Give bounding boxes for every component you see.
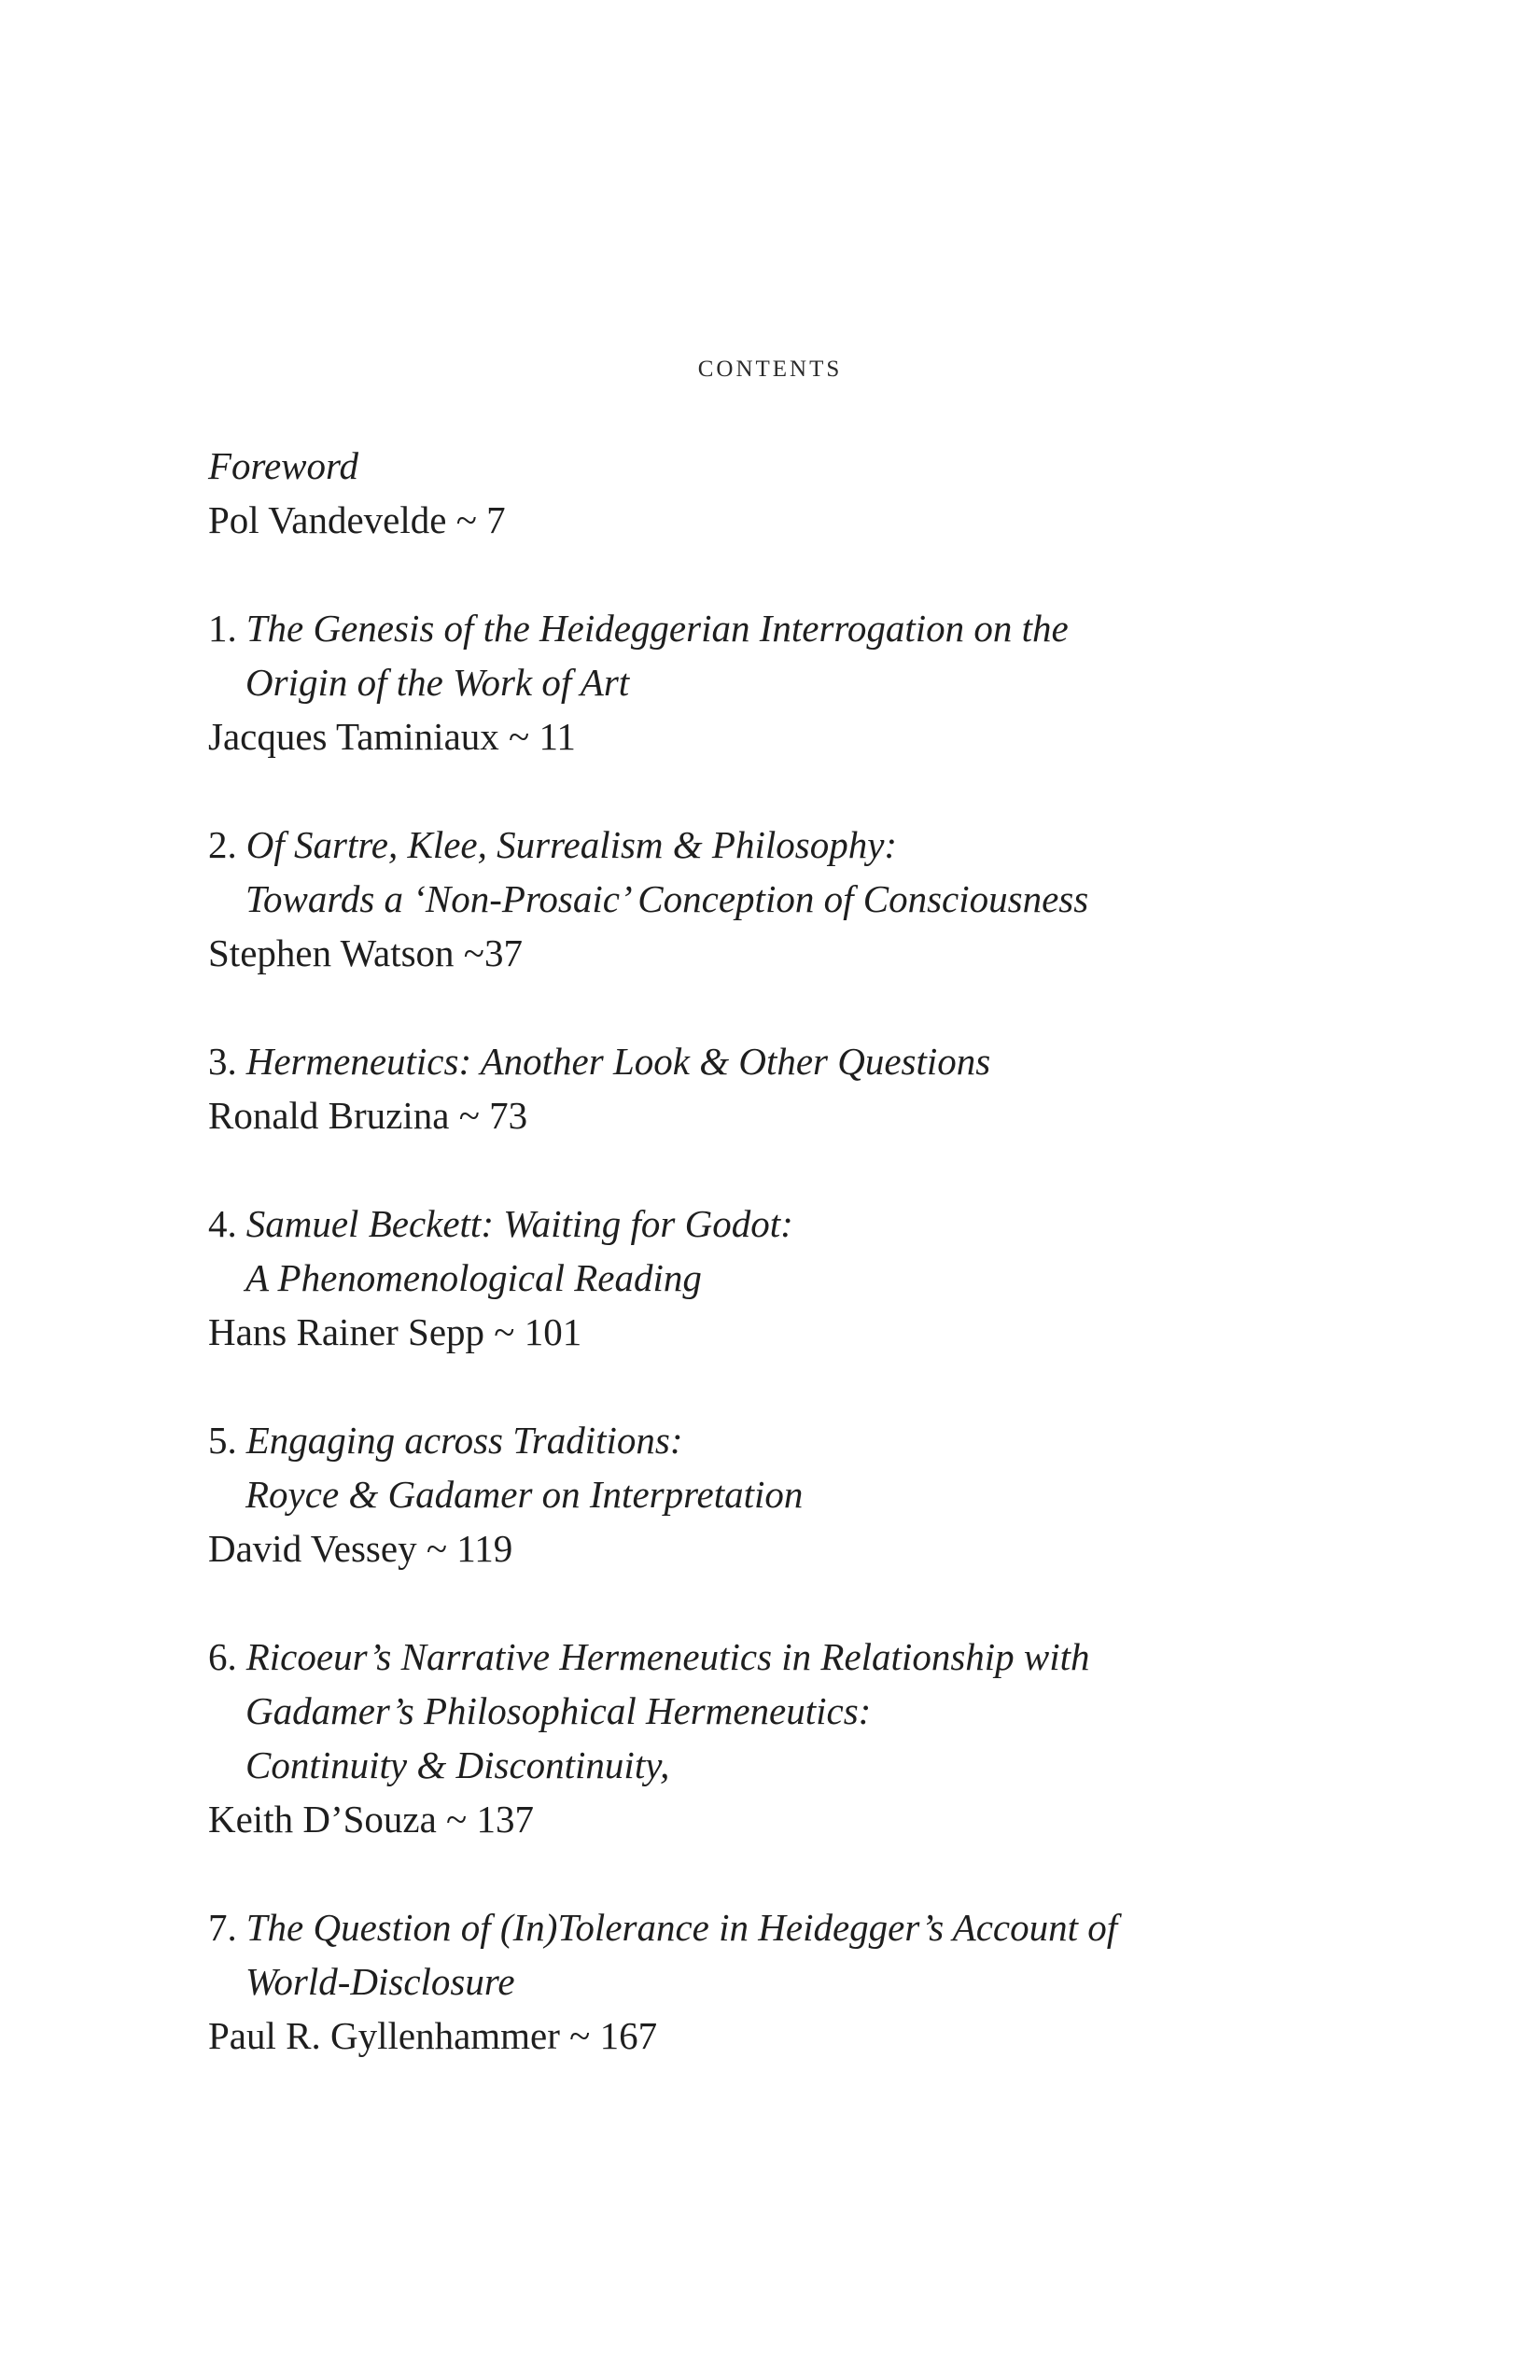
chapter-title-text: Samuel Beckett: Waiting for Godot:	[245, 1202, 793, 1245]
chapter-title-line	[208, 655, 1328, 709]
chapter-title-text: Ricoeur’s Narrative Hermeneutics in Relationship with	[245, 1635, 1090, 1678]
chapter-title-text: A Phenomenological Reading	[245, 1256, 702, 1299]
chapter-list	[208, 601, 1328, 2063]
chapter-title-text: Engaging across Traditions:	[245, 1419, 683, 1462]
chapter-number: 4.	[208, 1202, 237, 1245]
chapter-title-text: Of Sartre, Klee, Surrealism & Philosophy:	[245, 823, 898, 866]
chapter-title-text: Royce & Gadamer on Interpretation	[245, 1473, 804, 1516]
foreword-title: Foreword	[208, 444, 358, 487]
chapter-number: 2.	[208, 823, 237, 866]
chapter-title-line	[208, 1467, 1328, 1521]
toc-entry-chapter-7	[208, 1900, 1328, 2063]
toc-entry-chapter-4	[208, 1197, 1328, 1359]
toc-entry-chapter-2	[208, 818, 1328, 980]
chapter-title-line	[208, 1954, 1328, 2009]
chapter-author: Jacques Taminiaux ~ 11	[208, 715, 576, 758]
chapter-title-text: Continuity & Discontinuity,	[245, 1743, 670, 1786]
chapter-title-line	[208, 1251, 1328, 1305]
chapter-title-line	[208, 601, 1328, 655]
chapter-author: Paul R. Gyllenhammer ~ 167	[208, 2014, 658, 2057]
chapter-title-text: World-Disclosure	[245, 1960, 515, 2003]
chapter-author: Keith D’Souza ~ 137	[208, 1798, 534, 1841]
chapter-title-line	[208, 818, 1328, 872]
chapter-number: 3.	[208, 1040, 237, 1083]
chapter-title-text: Hermeneutics: Another Look & Other Questions	[245, 1040, 991, 1083]
chapter-title-text: The Question of (In)Tolerance in Heidegger’s Account of	[245, 1906, 1118, 1949]
chapter-title-line	[208, 1900, 1328, 1954]
toc-entry-chapter-5	[208, 1413, 1328, 1575]
chapter-number: 1.	[208, 607, 237, 650]
chapter-author: Ronald Bruzina ~ 73	[208, 1094, 528, 1137]
chapter-title-line	[208, 1684, 1328, 1738]
chapter-number: 6.	[208, 1635, 237, 1678]
chapter-number: 7.	[208, 1906, 237, 1949]
chapter-author: David Vessey ~ 119	[208, 1527, 513, 1570]
toc-entry-chapter-6	[208, 1630, 1328, 1846]
chapter-title-line	[208, 1413, 1328, 1467]
contents-heading: contents	[697, 346, 843, 384]
chapter-title-text: Towards a ‘Non-Prosaic’ Conception of Consciousness	[245, 877, 1089, 920]
foreword-author: Pol Vandevelde ~ 7	[208, 498, 506, 541]
chapter-title-text: The Genesis of the Heideggerian Interrogation on the	[245, 607, 1069, 650]
chapter-title-line	[208, 872, 1328, 926]
chapter-author: Stephen Watson ~37	[208, 931, 523, 974]
chapter-number: 5.	[208, 1419, 237, 1462]
chapter-title-line	[208, 1034, 1328, 1088]
toc-entry-chapter-3	[208, 1034, 1328, 1142]
chapter-title-text: Gadamer’s Philosophical Hermeneutics:	[245, 1689, 872, 1732]
chapter-title-line	[208, 1630, 1328, 1684]
toc-entry-chapter-1	[208, 601, 1328, 763]
toc-entry-foreword	[208, 439, 1328, 547]
chapter-title-line	[208, 1197, 1328, 1251]
chapter-author: Hans Rainer Sepp ~ 101	[208, 1310, 582, 1353]
chapter-title-line	[208, 1738, 1328, 1792]
chapter-title-text: Origin of the Work of Art	[245, 661, 630, 704]
table-of-contents	[208, 439, 1328, 2117]
